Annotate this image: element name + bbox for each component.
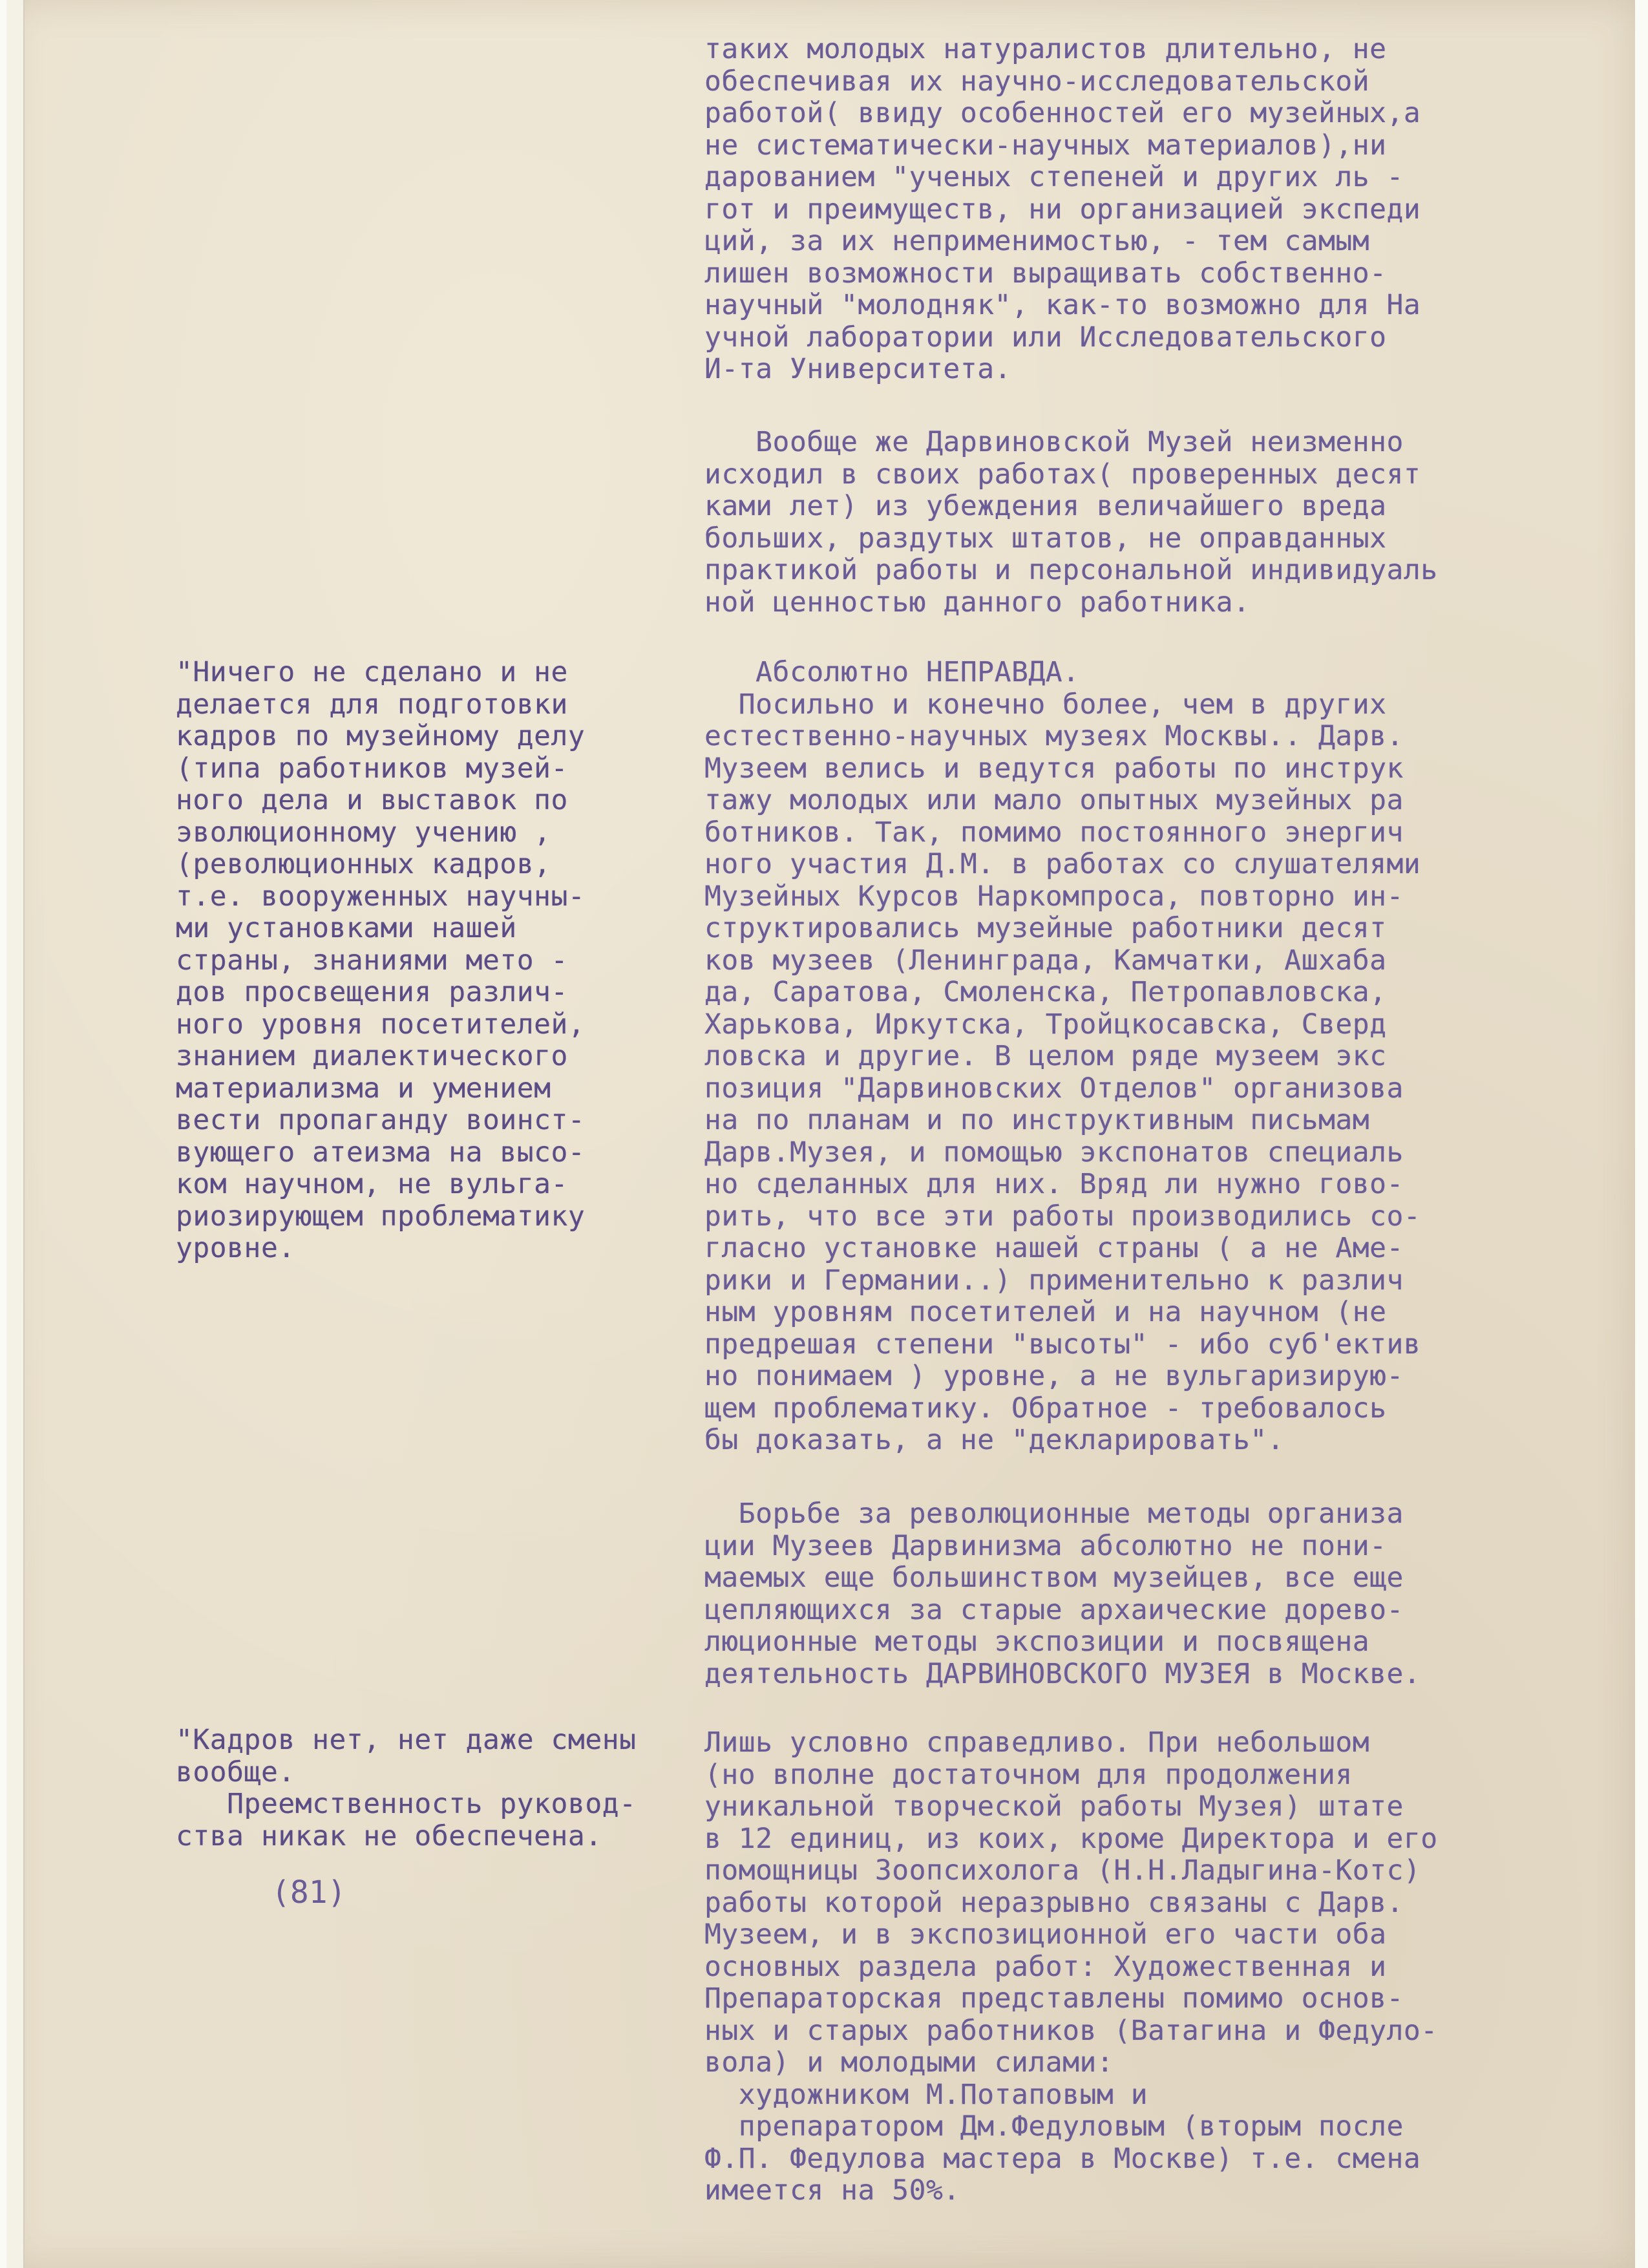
main-text-block-4: Борьбе за революционные методы организа ции Музеев Дарвинизма абсолютно не пони- маемых еще большинством музейцев, все еще цепляющихся за старые архаические дорево- люционные методы экспозиции и посвящена деятельность ДАРВИНОВСКОГО МУЗЕЯ в Москве. — [704, 1498, 1421, 1690]
page-number: (81) — [271, 1874, 346, 1911]
margin-quote-staff: "Кадров нет, нет даже смены вообще. Преемственность руковод- ства никак не обеспечена. — [176, 1724, 637, 1852]
document-page — [6, 0, 1635, 2268]
main-text-block-5: Лишь условно справедливо. При небольшом (но вполне достаточном для продолжения уникальной творческой работы Музея) штате в 12 единиц, из коих, кроме Директора и его помощницы Зоопсихолога (Н.Н.Ладыгина-Котс) работы которой неразрывно связаны с Дарв. Музеем, и в экспозиционной его части оба основных раздела работ: Художественная и Препараторская представлены помимо основ- ных и старых работников (Ватагина и Федуло- вола) и молодыми силами: художником М.Потаповым и препаратором Дм.Федуловым (вторым после Ф.П. Федулова мастера в Москве) т.е. смена имеется на 50%. — [704, 1726, 1438, 2207]
main-text-block-1: таких молодых натуралистов длительно, не обеспечивая их научно-исследовательской работой( ввиду особенностей его музейных,а не систематически-научных материалов),ни дарованием "ученых степеней и других ль - гот и преимуществ, ни организацией экспеди ций, за их неприменимостью, - тем самым лишен возможности выращивать собственно- научный "молодняк", как-то возможно для На учной лаборатории или Исследовательского И-та Университета. — [704, 33, 1421, 385]
page-edge — [6, 0, 25, 2268]
main-text-block-2: Вообще же Дарвиновской Музей неизменно исходил в своих работах( проверенных десят ками лет) из убеждения величайшего вреда больших, раздутых штатов, не оправданных практикой работы и персональной индивидуаль ной ценностью данного работника. — [704, 426, 1438, 619]
margin-quote-training: "Ничего не сделано и не делается для подготовки кадров по музейному делу (типа работников музей- ного дела и выставок по эволюционному учению , (революционных кадров, т.е. вооруженных научны- ми установками нашей страны, знаниями мето - дов просвещения различ- ного уровня посетителей, знанием диалектического материализма и умением вести пропаганду воинст- вующего атеизма на высо- ком научном, не вульга- риозирующем проблематику уровне. — [176, 656, 586, 1264]
main-text-block-3: Абсолютно НЕПРАВДА. Посильно и конечно более, чем в других естественно-научных музеях Москвы.. Дарв. Музеем велись и ведутся работы по инструк тажу молодых или мало опытных музейных ра ботников. Так, помимо постоянного энергич ного участия Д.М. в работах со слушателями Музейных Курсов Наркомпроса, повторно ин- структировались музейные работники десят ков музеев (Ленинграда, Камчатки, Ашхаба да, Саратова, Смоленска, Петропавловска, Харькова, Иркутска, Тройцкосавска, Сверд ловска и другие. В целом ряде музеем экс позиция "Дарвиновских Отделов" организова на по планам и по инструктивным письмам Дарв.Музея, и помощью экспонатов специаль но сделанных для них. Вряд ли нужно гово- рить, что все эти работы производились со- гласно установке нашей страны ( а не Аме- рики и Германии..) применительно к различ ным уровням посетителей и на научном (не предрешая степени "высоты" - ибо суб'ектив но понимаем ) уровне, а не вульгаризирую- щем проблематику. Обратное - требовалось бы доказать, а не "декларировать". — [704, 656, 1421, 1456]
